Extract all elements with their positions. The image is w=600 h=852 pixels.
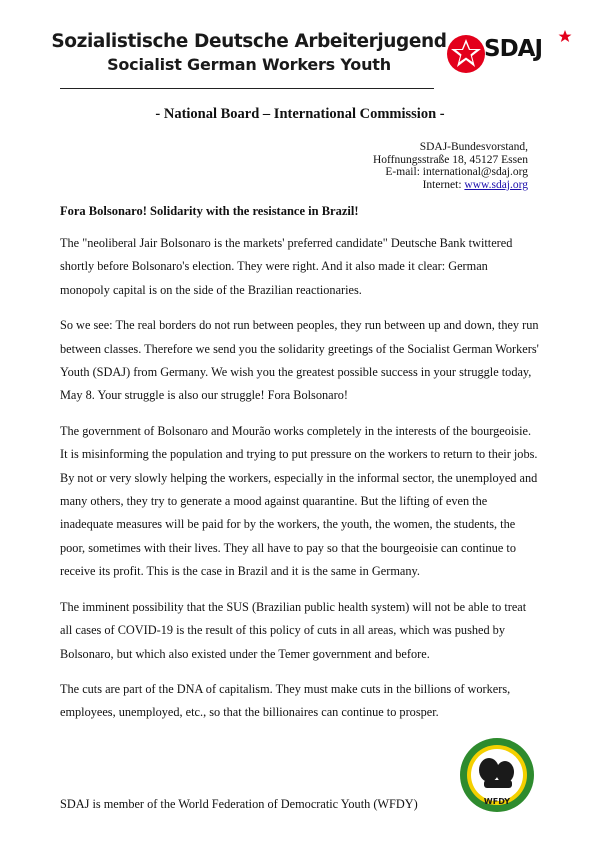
footer-note: SDAJ is member of the World Federation of Democratic Youth (WFDY) (60, 797, 418, 811)
address-line-email: E-mail: international@sdaj.org (385, 166, 528, 179)
address-line-street: Hoffnungsstraße 18, 45127 Essen (372, 153, 528, 166)
wfdy-emblem-text: WFDY (483, 797, 511, 806)
title-german: Sozialistische Deutsche Arbeiterjugend (51, 31, 447, 52)
body-paragraph: So we see: The real borders do not run between peoples, they run between up and down, they run between classes. Therefore we send you the solidarity greetings of the Socialist German Workers' Youth (SDAJ) from Germany. We wish you the greatest possible success in your struggle today, May 8. Your struggle is also our struggle! Fora Bolsonaro! (60, 318, 539, 403)
address-line-internet (373, 179, 528, 192)
wfdy-figures-icon (479, 758, 514, 788)
red-star-icon (447, 35, 485, 73)
letter-body (60, 232, 540, 737)
wfdy-emblem (458, 736, 536, 814)
body-paragraph: The "neoliberal Jair Bolsonaro is the markets' preferred candidate" Deutsche Bank twittered shortly before Bolsonaro's election. They were right. And it also made it clear: German monopoly capital is on the side of the Brazilian reactionaries. (60, 236, 513, 297)
header-divider (60, 88, 434, 89)
website-link[interactable]: www.sdaj.org (464, 178, 528, 191)
body-paragraph: The cuts are part of the DNA of capitalism. They must make cuts in the billions of workers, employees, unemployed, etc., so that the billionaires can continue to prosper. (60, 681, 511, 720)
organization-title (40, 30, 458, 76)
sender-address (373, 141, 528, 191)
board-subtitle: - National Board – International Commission - (155, 106, 445, 122)
internet-label: Internet: (422, 178, 465, 191)
body-paragraph: The government of Bolsonaro and Mourão works completely in the interests of the bourgeoisie. It is misinforming the population and trying to put pressure on the workers to return to their jobs. By not or very slowly helping the workers, especially in the informal sector, the unemployed and many others, they try to generate a mood against quarantine. But the lifting of even the inadequate measures will be paid for by the workers, the youth, the women, the students, the poor, sometimes with their lives. They all have to pay so that the bourgeoisie can continue to receive its profit. This is the case in Brazil and it is the same in Germany. (60, 423, 538, 579)
sdaj-logo-text: SDAJ (484, 36, 543, 62)
address-line-organization: SDAJ-Bundesvorstand, (419, 141, 528, 153)
small-red-star-icon (559, 30, 572, 42)
title-english: Socialist German Workers Youth (107, 55, 391, 74)
body-paragraph: The imminent possibility that the SUS (Brazilian public health system) will not be able to treat all cases of COVID-19 is the result of this policy of cuts in all areas, which was pushed by Bolsonaro, but which also existed under the Temer government and before. (60, 599, 527, 661)
letter-headline: Fora Bolsonaro! Solidarity with the resistance in Brazil! (60, 204, 359, 218)
